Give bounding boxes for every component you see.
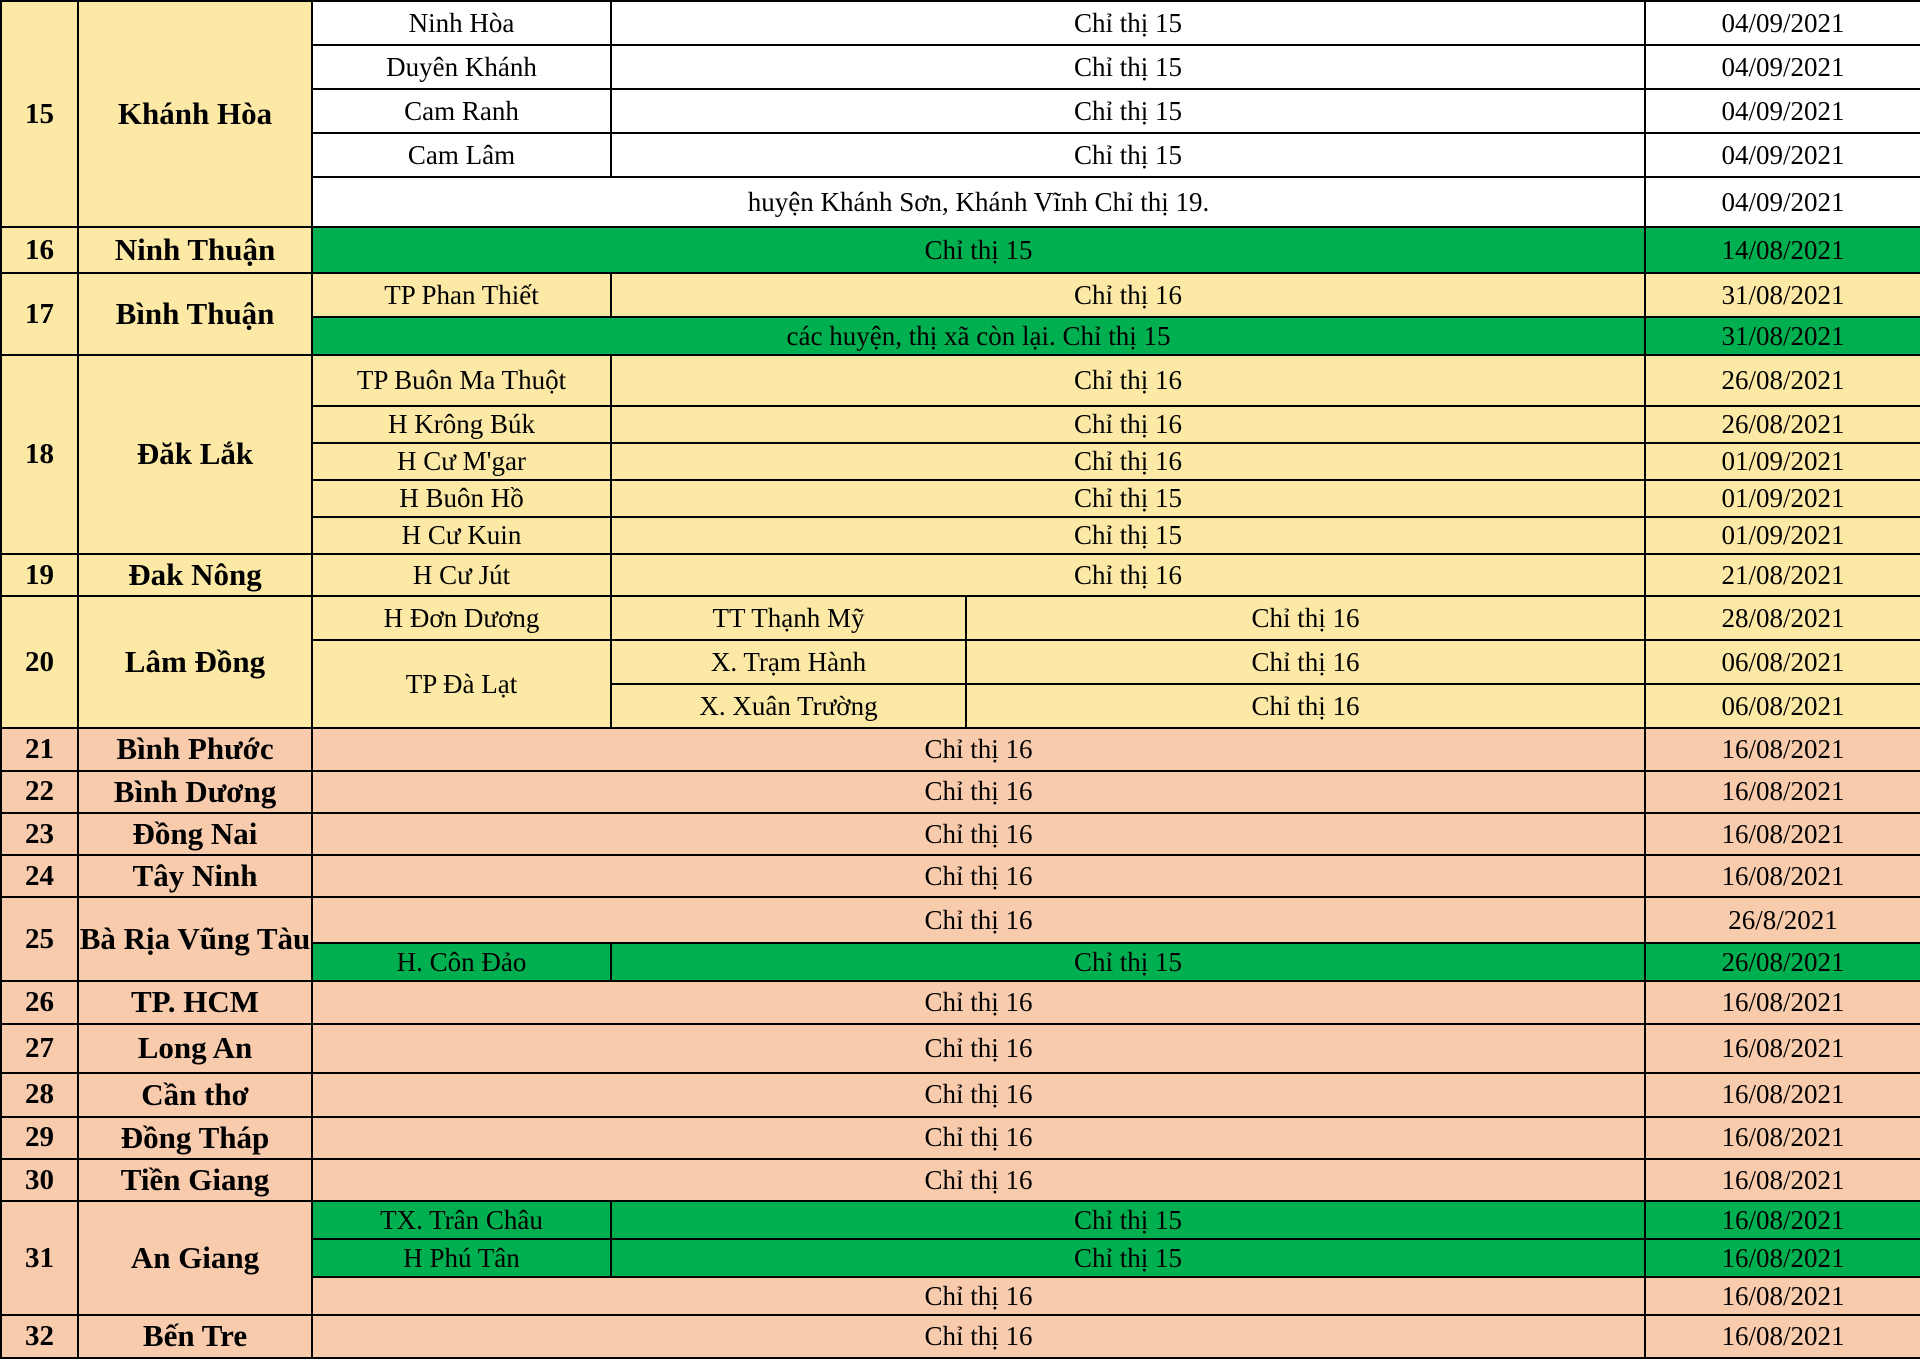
row-number: 29 (1, 1117, 78, 1159)
row-number: 32 (1, 1315, 78, 1357)
measure-cell: Chỉ thị 16 (312, 897, 1645, 943)
province-name: Cần thơ (78, 1073, 312, 1117)
measure-cell: Chỉ thị 15 (611, 517, 1645, 554)
province-name: Long An (78, 1024, 312, 1073)
table-row (1, 728, 1920, 770)
date-cell: 16/08/2021 (1645, 1024, 1920, 1073)
measure-cell: Chỉ thị 16 (312, 1159, 1645, 1201)
table-row (1, 1, 1920, 45)
row-number: 22 (1, 771, 78, 813)
row-number: 31 (1, 1201, 78, 1315)
date-cell: 16/08/2021 (1645, 1073, 1920, 1117)
district-cell: TP Buôn Ma Thuột (312, 355, 611, 406)
measure-cell: Chỉ thị 16 (312, 728, 1645, 770)
province-name: Bình Thuận (78, 273, 312, 355)
date-cell: 26/8/2021 (1645, 897, 1920, 943)
row-number: 25 (1, 897, 78, 981)
date-cell: 16/08/2021 (1645, 1201, 1920, 1239)
measure-cell: Chỉ thị 15 (611, 45, 1645, 89)
table-row (1, 273, 1920, 317)
table-row (1, 1117, 1920, 1159)
date-cell: 26/08/2021 (1645, 943, 1920, 981)
measure-cell: Chỉ thị 16 (312, 981, 1645, 1023)
district-cell: H Buôn Hồ (312, 480, 611, 517)
table-row (1, 813, 1920, 855)
table-row (1, 1315, 1920, 1357)
table-row (1, 1201, 1920, 1239)
province-name: Đak Nông (78, 554, 312, 596)
measure-cell: huyện Khánh Sơn, Khánh Vĩnh Chỉ thị 19. (312, 177, 1645, 227)
province-name: TP. HCM (78, 981, 312, 1023)
date-cell: 14/08/2021 (1645, 227, 1920, 273)
row-number: 17 (1, 273, 78, 355)
date-cell: 06/08/2021 (1645, 640, 1920, 684)
date-cell: 16/08/2021 (1645, 1159, 1920, 1201)
table-row (1, 981, 1920, 1023)
measure-cell: Chỉ thị 15 (611, 133, 1645, 177)
measure-cell: Chỉ thị 16 (966, 596, 1645, 640)
table-row (1, 227, 1920, 273)
date-cell: 31/08/2021 (1645, 317, 1920, 355)
measure-cell: các huyện, thị xã còn lại. Chỉ thị 15 (312, 317, 1645, 355)
table-row (1, 554, 1920, 596)
measure-cell: Chỉ thị 16 (312, 1024, 1645, 1073)
row-number: 20 (1, 596, 78, 728)
measure-cell: Chỉ thị 16 (312, 813, 1645, 855)
measure-cell: Chỉ thị 16 (312, 1315, 1645, 1357)
measure-cell: Chỉ thị 15 (611, 1, 1645, 45)
measure-cell: Chỉ thị 15 (611, 1239, 1645, 1277)
table-row (1, 771, 1920, 813)
ward-cell: TT Thạnh Mỹ (611, 596, 966, 640)
province-name: Đồng Nai (78, 813, 312, 855)
measure-cell: Chỉ thị 15 (611, 943, 1645, 981)
date-cell: 28/08/2021 (1645, 596, 1920, 640)
date-cell: 01/09/2021 (1645, 480, 1920, 517)
date-cell: 04/09/2021 (1645, 133, 1920, 177)
measure-cell: Chỉ thị 15 (611, 89, 1645, 133)
measure-cell: Chỉ thị 16 (611, 273, 1645, 317)
ward-cell: X. Xuân Trường (611, 684, 966, 728)
province-name: Bình Dương (78, 771, 312, 813)
date-cell: 16/08/2021 (1645, 1239, 1920, 1277)
date-cell: 06/08/2021 (1645, 684, 1920, 728)
district-cell: H Krông Búk (312, 406, 611, 443)
date-cell: 31/08/2021 (1645, 273, 1920, 317)
date-cell: 21/08/2021 (1645, 554, 1920, 596)
province-name: Khánh Hòa (78, 1, 312, 227)
district-cell: H Phú Tân (312, 1239, 611, 1277)
date-cell: 26/08/2021 (1645, 355, 1920, 406)
province-name: Bình Phước (78, 728, 312, 770)
date-cell: 04/09/2021 (1645, 1, 1920, 45)
district-cell: TP Phan Thiết (312, 273, 611, 317)
measure-cell: Chỉ thị 15 (611, 480, 1645, 517)
measure-cell: Chỉ thị 16 (312, 855, 1645, 897)
province-name: Tây Ninh (78, 855, 312, 897)
row-number: 30 (1, 1159, 78, 1201)
date-cell: 16/08/2021 (1645, 855, 1920, 897)
date-cell: 01/09/2021 (1645, 443, 1920, 480)
measure-cell: Chỉ thị 16 (312, 1117, 1645, 1159)
date-cell: 16/08/2021 (1645, 1315, 1920, 1357)
date-cell: 16/08/2021 (1645, 813, 1920, 855)
date-cell: 16/08/2021 (1645, 728, 1920, 770)
district-cell: H Cư M'gar (312, 443, 611, 480)
district-cell: H Cư Jút (312, 554, 611, 596)
table-row (1, 855, 1920, 897)
row-number: 28 (1, 1073, 78, 1117)
measure-cell: Chỉ thị 16 (966, 684, 1645, 728)
province-name: Đăk Lắk (78, 355, 312, 554)
row-number: 27 (1, 1024, 78, 1073)
measure-cell: Chỉ thị 15 (611, 1201, 1645, 1239)
table-row (1, 1073, 1920, 1117)
date-cell: 16/08/2021 (1645, 1277, 1920, 1315)
date-cell: 16/08/2021 (1645, 981, 1920, 1023)
row-number: 21 (1, 728, 78, 770)
date-cell: 04/09/2021 (1645, 89, 1920, 133)
row-number: 16 (1, 227, 78, 273)
table-row (1, 1159, 1920, 1201)
row-number: 23 (1, 813, 78, 855)
date-cell: 04/09/2021 (1645, 177, 1920, 227)
province-name: Lâm Đồng (78, 596, 312, 728)
table-row (1, 897, 1920, 943)
date-cell: 04/09/2021 (1645, 45, 1920, 89)
row-number: 24 (1, 855, 78, 897)
measure-cell: Chỉ thị 16 (312, 1073, 1645, 1117)
province-name: Ninh Thuận (78, 227, 312, 273)
province-name: An Giang (78, 1201, 312, 1315)
district-cell: TX. Trân Châu (312, 1201, 611, 1239)
district-cell: H Cư Kuin (312, 517, 611, 554)
row-number: 19 (1, 554, 78, 596)
ward-cell: X. Trạm Hành (611, 640, 966, 684)
row-number: 15 (1, 1, 78, 227)
district-cell: Duyên Khánh (312, 45, 611, 89)
district-cell: H. Côn Đảo (312, 943, 611, 981)
province-name: Bến Tre (78, 1315, 312, 1357)
table-row (1, 1024, 1920, 1073)
measure-cell: Chỉ thị 16 (312, 771, 1645, 813)
province-name: Bà Rịa Vũng Tàu (78, 897, 312, 981)
date-cell: 26/08/2021 (1645, 406, 1920, 443)
table-row (1, 355, 1920, 406)
province-name: Đồng Tháp (78, 1117, 312, 1159)
province-name: Tiền Giang (78, 1159, 312, 1201)
measure-cell: Chỉ thị 16 (611, 406, 1645, 443)
district-cell: H Đơn Dương (312, 596, 611, 640)
measure-cell: Chỉ thị 15 (312, 227, 1645, 273)
district-cell: Ninh Hòa (312, 1, 611, 45)
date-cell: 16/08/2021 (1645, 1117, 1920, 1159)
district-cell: Cam Lâm (312, 133, 611, 177)
measure-cell: Chỉ thị 16 (611, 554, 1645, 596)
date-cell: 01/09/2021 (1645, 517, 1920, 554)
row-number: 18 (1, 355, 78, 554)
district-cell: TP Đà Lạt (312, 640, 611, 728)
measure-cell: Chỉ thị 16 (611, 355, 1645, 406)
date-cell: 16/08/2021 (1645, 771, 1920, 813)
measure-cell: Chỉ thị 16 (312, 1277, 1645, 1315)
district-cell: Cam Ranh (312, 89, 611, 133)
measure-cell: Chỉ thị 16 (966, 640, 1645, 684)
measure-cell: Chỉ thị 16 (611, 443, 1645, 480)
row-number: 26 (1, 981, 78, 1023)
table-row (1, 596, 1920, 640)
